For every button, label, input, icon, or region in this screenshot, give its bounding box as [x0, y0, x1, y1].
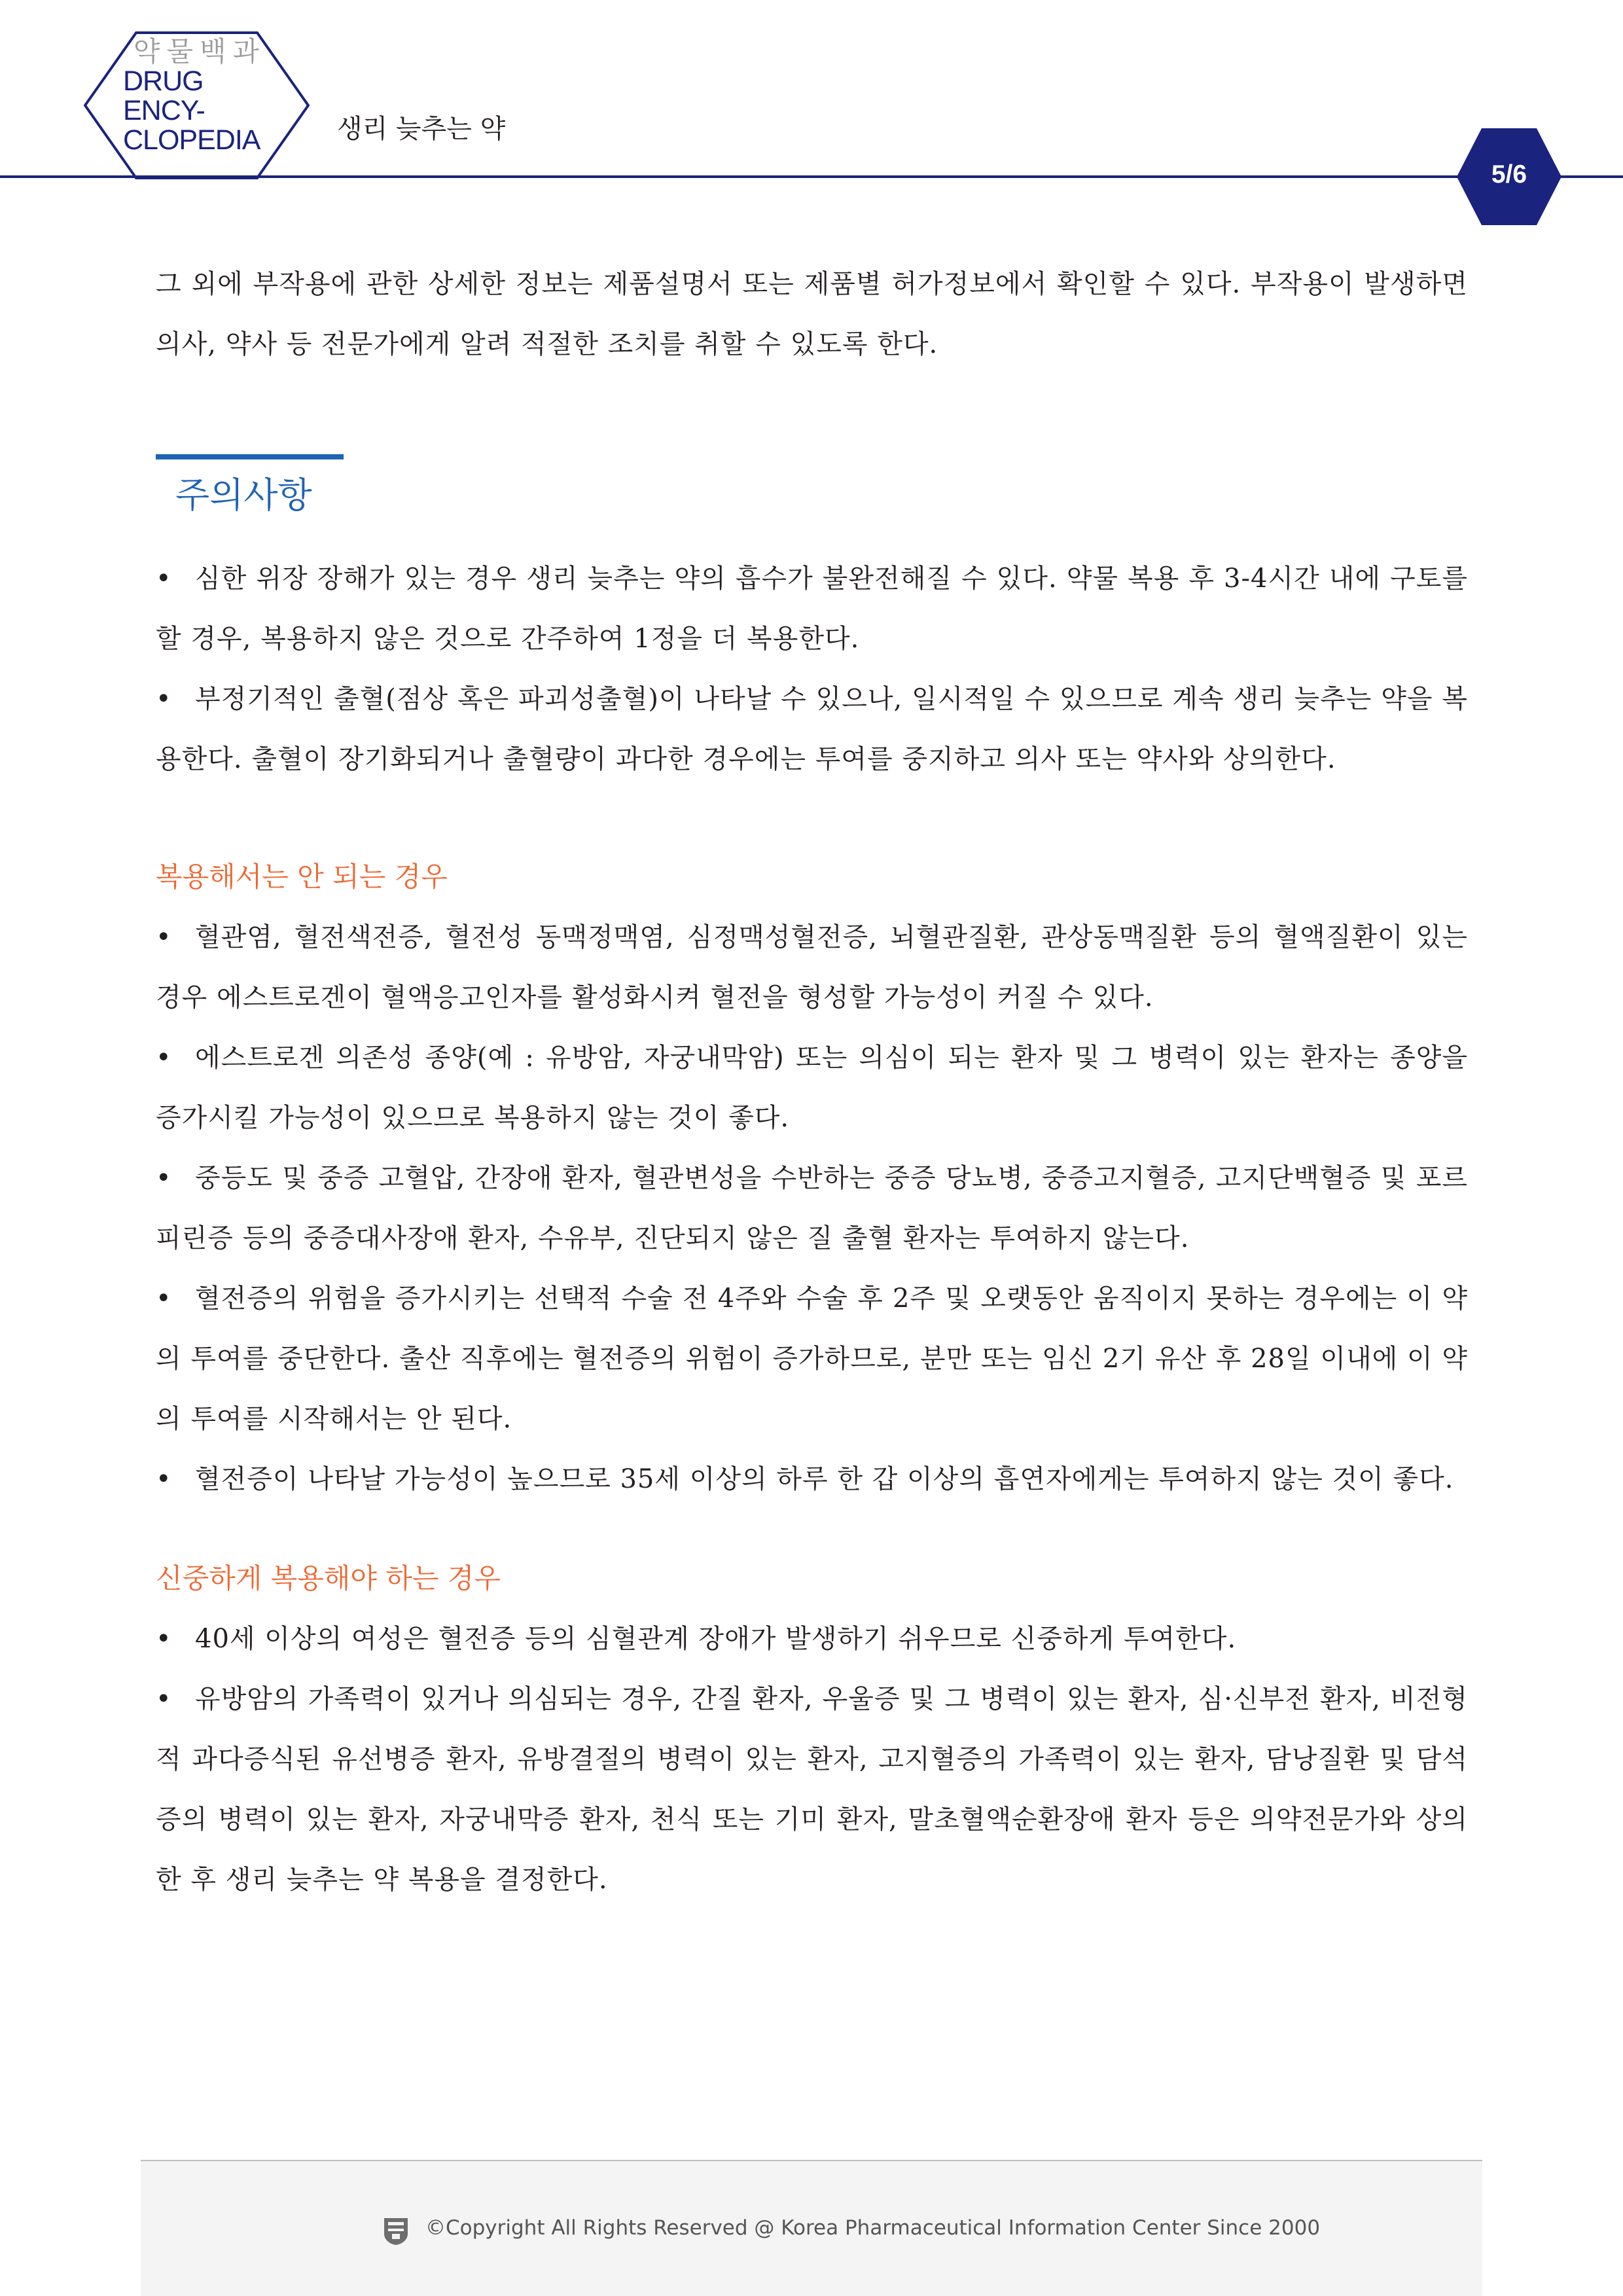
header-rule	[0, 175, 1623, 178]
main-content	[156, 254, 1468, 1910]
page-number: 5/6	[1491, 160, 1527, 188]
list-item	[156, 1609, 1468, 1669]
contraindications-title: 복용해서는 안 되는 경우	[156, 861, 448, 893]
section-title-rule	[156, 454, 344, 459]
list-item-text: 부정기적인 출혈(점상 혹은 파괴성출혈)이 나타날 수 있으나, 일시적일 수 있으므로 계속 생리 늦추는 약을 복용한다. 출혈이 장기화되거나 출혈량이 과다한 경우에는 투여를 중지하고 의사 또는 약사와 상의한다.	[156, 684, 1468, 774]
shield-logo-icon	[383, 2215, 409, 2246]
list-item	[156, 1148, 1468, 1268]
list-item-text: 40세 이상의 여성은 혈전증 등의 심혈관계 장애가 발생하기 쉬우므로 신중하게 투여한다.	[195, 1624, 1237, 1654]
bullet-mark: •	[156, 1283, 172, 1314]
logo-english-text	[123, 67, 287, 155]
bullet-mark: •	[156, 564, 172, 594]
list-item-text: 혈전증이 나타날 가능성이 높으므로 35세 이상의 하루 한 갑 이상의 흡연자에게는 투여하지 않는 것이 좋다.	[195, 1464, 1454, 1494]
list-item-text: 유방암의 가족력이 있거나 의심되는 경우, 간질 환자, 우울증 및 그 병력이 있는 환자, 심·신부전 환자, 비전형적 과다증식된 유선병증 환자, 유방결절의 병력이 있는 환자, 고지혈증의 가족력이 있는 환자, 담낭질환 및 담석증의 병력이 있는 환자, 자궁내막증 환자, 천식 또는 기미 환자, 말초혈액순환장애 환자 등은 의약전문가와 상의한 후 생리 늦추는 약 복용을 결정한다.	[156, 1684, 1468, 1895]
bullet-mark: •	[156, 1163, 172, 1193]
list-item	[156, 1669, 1468, 1910]
list-item	[156, 548, 1468, 669]
list-item-text: 심한 위장 장해가 있는 경우 생리 늦추는 약의 흡수가 불완전해질 수 있다. 약물 복용 후 3-4시간 내에 구토를 할 경우, 복용하지 않은 것으로 간주하여 1정을 더 복용한다.	[156, 564, 1468, 654]
bullet-mark: •	[156, 1043, 172, 1073]
logo-korean-text: 약물백과	[133, 35, 266, 67]
logo-line-2: CLOPEDIA	[123, 124, 260, 156]
bullet-mark: •	[156, 922, 172, 952]
list-item	[156, 1449, 1468, 1509]
list-item	[156, 907, 1468, 1028]
list-item-text: 혈전증의 위험을 증가시키는 선택적 수술 전 4주와 수술 후 2주 및 오랫동안 움직이지 못하는 경우에는 이 약의 투여를 중단한다. 출산 직후에는 혈전증의 위험이 증가하므로, 분만 또는 임신 2기 유산 후 28일 이내에 이 약의 투여를 시작해서는 안 된다.	[156, 1283, 1468, 1434]
bullet-mark: •	[156, 684, 172, 714]
bullet-mark: •	[156, 1464, 172, 1494]
list-item	[156, 1268, 1468, 1449]
list-item	[156, 669, 1468, 789]
cautions-title: 신중하게 복용해야 하는 경우	[156, 1562, 501, 1594]
list-item-text: 중등도 및 중증 고혈압, 간장애 환자, 혈관변성을 수반하는 중증 당뇨병, 중증고지혈증, 고지단백혈증 및 포르피린증 등의 중증대사장애 환자, 수유부, 진단되지 않은 질 출혈 환자는 투여하지 않는다.	[156, 1163, 1468, 1253]
section-title: 주의사항	[175, 475, 312, 516]
list-item-text: 에스트로겐 의존성 종양(예 : 유방암, 자궁내막암) 또는 의심이 되는 환자 및 그 병력이 있는 환자는 종양을 증가시킬 가능성이 있으므로 복용하지 않는 것이 좋다.	[156, 1043, 1468, 1133]
logo-line-1: DRUG ENCY-	[123, 65, 205, 126]
list-item-text: 혈관염, 혈전색전증, 혈전성 동맥정맥염, 심정맥성혈전증, 뇌혈관질환, 관상동맥질환 등의 혈액질환이 있는 경우 에스트로겐이 혈액응고인자를 활성화시켜 혈전을 형성할 가능성이 커질 수 있다.	[156, 922, 1468, 1013]
intro-paragraph: 그 외에 부작용에 관한 상세한 정보는 제품설명서 또는 제품별 허가정보에서 확인할 수 있다. 부작용이 발생하면 의사, 약사 등 전문가에게 알려 적절한 조치를 취할 수 있도록 한다.	[156, 269, 1468, 359]
bullet-mark: •	[156, 1684, 172, 1714]
header-title: 생리 늦추는 약	[337, 114, 506, 144]
bullet-mark: •	[156, 1624, 172, 1654]
footer-copyright: ©Copyright All Rights Reserved @ Korea Pharmaceutical Information Center Since 2000	[425, 2216, 1321, 2240]
list-item	[156, 1028, 1468, 1148]
